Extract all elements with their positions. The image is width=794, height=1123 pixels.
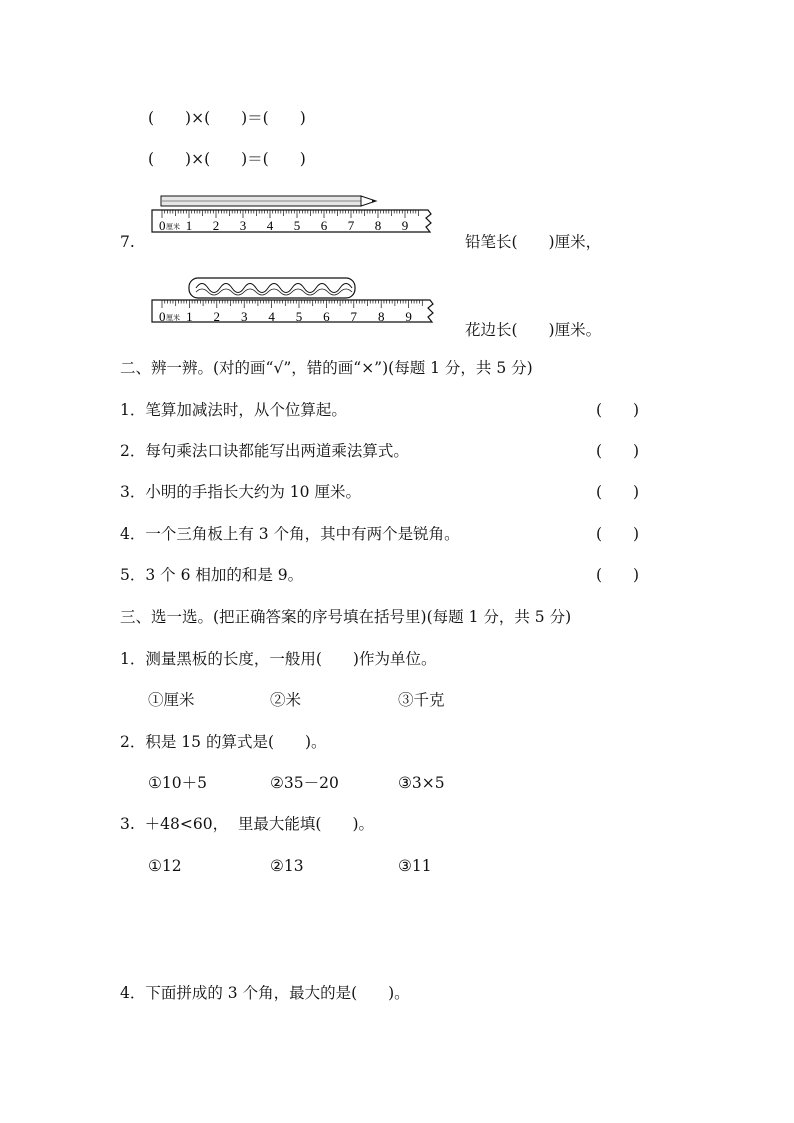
judge-item-5: 5．3 个 6 相加的和是 9。	[120, 566, 304, 584]
choice-q2-option-1[interactable]: ①10＋5	[148, 774, 207, 792]
ruler-number: 4	[268, 309, 275, 324]
judge-item-3: 3．小明的手指长大约为 10 厘米。	[120, 483, 361, 501]
ruler-unit: 厘米	[166, 314, 180, 322]
choice-q3-option-3[interactable]: ③11	[398, 857, 432, 875]
choice-q3-stem: 3. ＋48<60， 里最大能填( )。	[120, 815, 375, 833]
judge-blank-2[interactable]: ( )	[596, 442, 640, 460]
choice-q2-stem: 2．积是 15 的算式是( )。	[120, 733, 327, 751]
ruler-zero: 0	[159, 309, 166, 324]
section-2-title: 二、辨一辨。(对的画“√”，错的画“×”)(每题 1 分，共 5 分)	[120, 359, 533, 377]
ruler-number: 2	[212, 218, 220, 233]
judge-blank-1[interactable]: ( )	[596, 401, 640, 419]
ruler-number: 2	[213, 309, 221, 324]
ruler-number: 3	[240, 309, 248, 324]
ruler-number: 9	[401, 218, 409, 233]
ruler-number: 3	[239, 218, 247, 233]
ruler-number: 8	[377, 309, 385, 324]
ruler-number: 7	[350, 309, 358, 324]
ruler-number: 1	[186, 309, 193, 324]
choice-q4-stem: 4．下面拼成的 3 个角，最大的是( )。	[120, 984, 410, 1002]
ruler-icon	[152, 300, 433, 322]
ruler-number: 4	[266, 218, 274, 233]
lace-answer: 花边长( )厘米。	[465, 321, 602, 339]
ruler-number: 1	[185, 218, 193, 233]
choice-q2-option-3[interactable]: ③3×5	[398, 774, 445, 792]
choice-q1-option-1[interactable]: ①厘米	[148, 691, 195, 709]
equation-1: ( )×( )＝( )	[148, 109, 306, 127]
judge-blank-5[interactable]: ( )	[596, 566, 640, 584]
lace-ruler-figure	[148, 276, 438, 330]
choice-q3-option-2[interactable]: ②13	[270, 857, 304, 875]
judge-item-4: 4．一个三角板上有 3 个角，其中有两个是锐角。	[120, 525, 460, 543]
ruler-number: 9	[405, 309, 412, 324]
choice-q1-option-3[interactable]: ③千克	[398, 691, 445, 709]
judge-item-2: 2．每句乘法口诀都能写出两道乘法算式。	[120, 442, 409, 460]
equation-2: ( )×( )＝( )	[148, 150, 306, 168]
pencil-answer: 铅笔长( )厘米，	[465, 233, 602, 251]
ruler-number: 6	[323, 309, 330, 324]
ruler-numbers	[186, 218, 409, 233]
ruler-zero: 0	[159, 218, 166, 233]
judge-blank-3[interactable]: ( )	[596, 483, 640, 501]
lace-icon	[189, 278, 355, 298]
ruler-number: 6	[320, 218, 328, 233]
ruler-number: 7	[347, 218, 355, 233]
ruler-unit: 厘米	[166, 223, 180, 231]
pencil-icon	[161, 196, 376, 206]
judge-blank-4[interactable]: ( )	[596, 525, 640, 543]
ruler-icon	[152, 210, 431, 232]
ruler-number: 5	[295, 309, 303, 324]
ruler-numbers	[186, 309, 412, 324]
choice-q2-option-2[interactable]: ②35－20	[270, 774, 339, 792]
section-3-title: 三、选一选。(把正确答案的序号填在括号里)(每题 1 分，共 5 分)	[120, 608, 572, 626]
choice-q1-stem: 1．测量黑板的长度，一般用( )作为单位。	[120, 650, 437, 668]
ruler-number: 5	[293, 218, 301, 233]
ruler-number: 8	[374, 218, 382, 233]
judge-item-1: 1．笔算加减法时，从个位算起。	[120, 401, 347, 419]
pencil-ruler-figure	[148, 192, 438, 240]
choice-q1-option-2[interactable]: ②米	[270, 691, 302, 709]
question-7-number: 7.	[120, 233, 135, 251]
choice-q3-option-1[interactable]: ①12	[148, 857, 182, 875]
